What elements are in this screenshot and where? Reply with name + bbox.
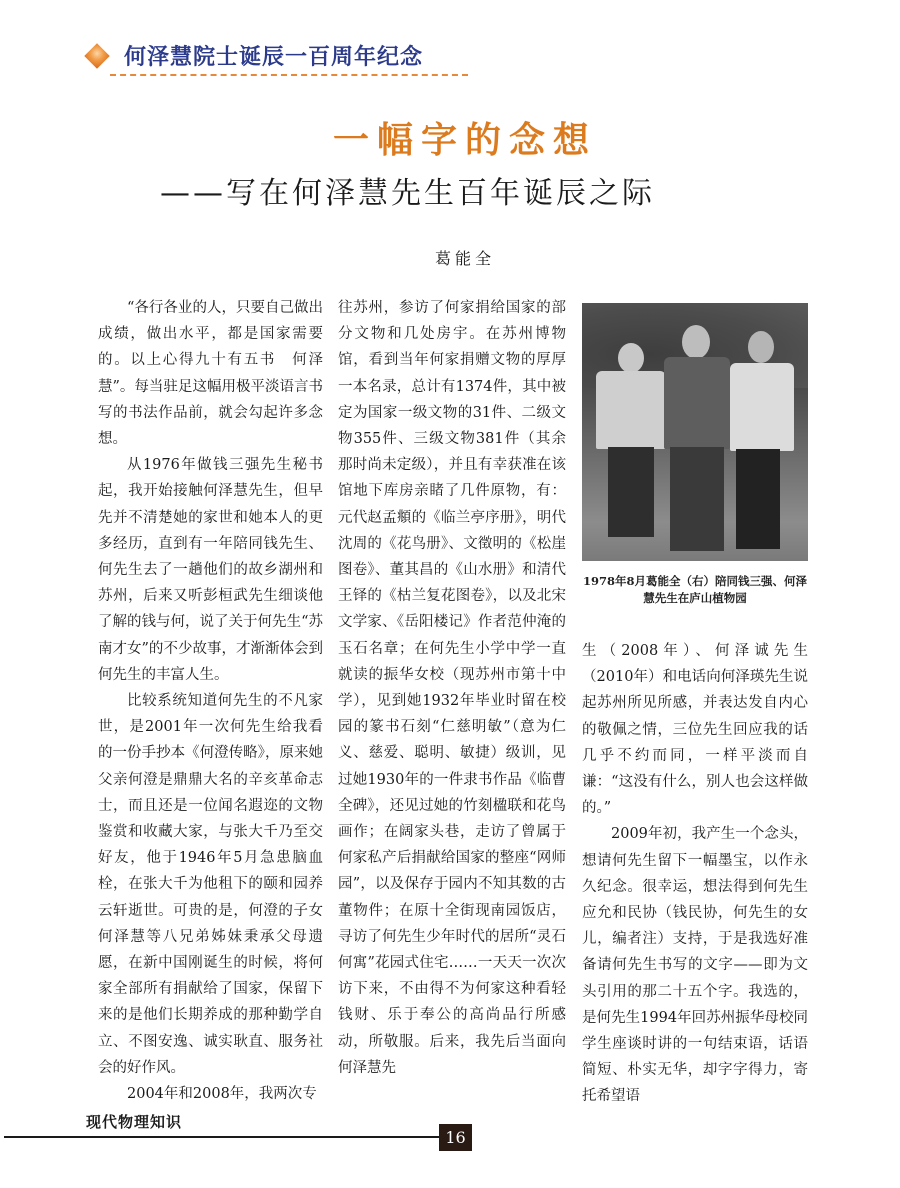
paragraph: 从1976年做钱三强先生秘书起，我开始接触何泽慧先生，但早先并不清楚她的家世和她本人的更多经历，直到有一年陪同钱先生、何先生去了一趟他们的故乡湖州和苏州，后来又听彭桓武先生细谈他了解的钱与何，说了关于何先生“苏南才女”的不少故事，才渐渐体会到何先生的丰富人生。 [98,457,323,683]
text-column-3 [582,638,808,1110]
photo-person-left [596,343,666,558]
paragraph: 2009年初，我产生一个念头，想请何先生留下一幅墨宝，以作永久纪念。很幸运，想法得到何先生应允和民协（钱民协，何先生的女儿，编者注）支持，于是我选好准备请何先生书写的文字——即为文头引用的那二十五个字。我选的，是何先生1994年回苏州振华母校同学生座谈时讲的一句结束语，话语简短、朴实无华，却字字得力，寄托希望语 [582,826,808,1105]
series-header [88,38,458,78]
footer-rule [4,1136,440,1138]
article-title: 一幅字的念想 [332,120,597,161]
series-title: 何泽慧院士诞辰一百周年纪念 [124,45,424,70]
article-author: 葛能全 [434,249,495,268]
text-column-2 [338,295,566,1081]
paragraph: 生（2008年）、何泽诚先生（2010年）和电话向何泽瑛先生说起苏州所见所感，并表达发自内心的敬佩之情，三位先生回应我的话几乎不约而同，一样平淡而自谦：“这没有什么，别人也会这样做的。” [582,643,808,817]
photo-caption: 1978年8月葛能全（右）陪同钱三强、何泽慧先生在庐山植物园 [582,574,807,605]
text-column-1 [98,295,323,1107]
photo-person-middle [664,325,730,557]
journal-name: 现代物理知识 [86,1113,183,1131]
photo-person-right [730,331,794,557]
page-number: 16 [439,1124,472,1151]
diamond-bullet-icon [84,43,109,68]
article-subtitle: ——写在何泽慧先生百年诞辰之际 [160,176,655,211]
dashed-divider [110,74,468,76]
photo-three-people [582,303,808,561]
paragraph: 往苏州，参访了何家捐给国家的部分文物和几处房宇。在苏州博物馆，看到当年何家捐赠文物的厚厚一本名录，总计有1374件，其中被定为国家一级文物的31件、二级文物355件、三级文物381件（其余那时尚未定级），并且有幸获准在该馆地下库房亲睹了几件原物，有：元代赵孟頫的《临兰亭序册》，明代沈周的《花鸟册》、文徵明的《松崖图卷》、董其昌的《山水册》和清代王铎的《枯兰复花图卷》，以及北宋文学家、《岳阳楼记》作者范仲淹的玉石名章；在何先生小学中学一直就读的振华女校（现苏州市第十中学），见到她1932年毕业时留在校园的篆书石刻“仁慈明敏”（意为仁义、慈爱、聪明、敏捷）级训，见过她1930年的一件隶书作品《临曹全碑》，还见过她的竹刻楹联和花鸟画作；在阔家头巷，走访了曾属于何家私产后捐献给国家的整座“网师园”，以及保存于园内不知其数的古董物件；在原十全街现南园饭店，寻访了何先生少年时代的居所“灵石何寓”花园式住宅……一天天一次次访下来，不由得不为何家这种看轻钱财、乐于奉公的高尚品行所感动，所敬服。后来，我先后当面向何泽慧先 [338,300,566,1076]
paragraph: “各行各业的人，只要自己做出成绩，做出水平，都是国家需要的。以上心得九十有五书 何泽慧”。每当驻足这幅用极平淡语言书写的书法作品前，就会勾起许多念想。 [98,300,323,448]
paragraph: 比较系统知道何先生的不凡家世，是2001年一次何先生给我看的一份手抄本《何澄传略》，原来她父亲何澄是鼎鼎大名的辛亥革命志士，而且还是一位闻名遐迩的文物鉴赏和收藏大家，与张大千乃至交好友，他于1946年5月急患脑血栓，在张大千为他租下的颐和园养云轩逝世。可贵的是，何澄的子女何泽慧等八兄弟姊妹秉承父母遗愿，在新中国刚诞生的时候，将何家全部所有捐献给了国家，保留下来的是他们长期养成的那种勤学自立、不图安逸、诚实耿直、服务社会的好作风。 [98,693,323,1076]
paragraph: 2004年和2008年，我两次专 [127,1086,317,1103]
